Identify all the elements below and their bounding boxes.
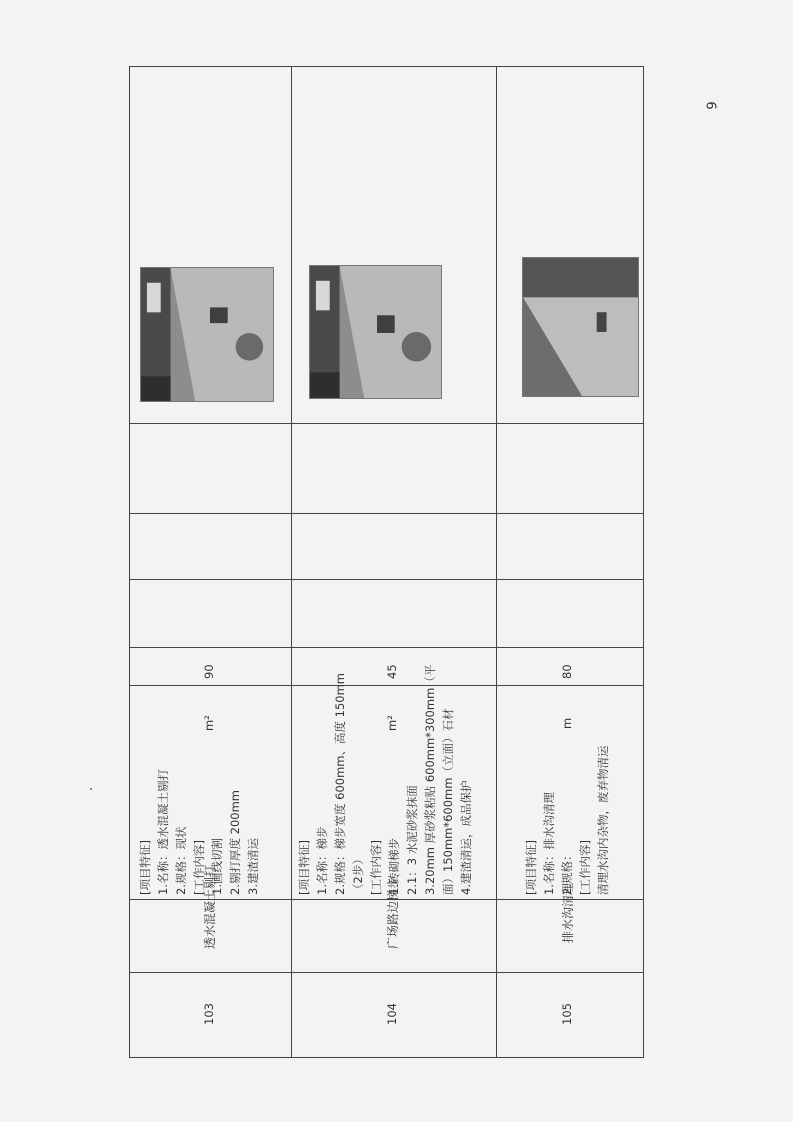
item-name-cell: 广场路边梯步 <box>386 876 400 949</box>
desc-line: 2.规格：梯步宽度 600mm、高度 150mm <box>333 673 347 895</box>
unit-cell: m² <box>202 715 216 731</box>
desc-line: 1.名称：梯步 <box>315 826 329 895</box>
desc-line: 1.画线切割 <box>210 838 224 895</box>
desc-line: 清理水沟内杂物，废弃物清运 <box>596 745 610 895</box>
unit-cell: m <box>560 717 574 729</box>
desc-line: 3.20mm 厚砂浆粘贴 600mm*300mm（平 <box>423 664 437 895</box>
desc-line: [工作内容] <box>192 840 206 895</box>
item-number-cell: 103 <box>202 1003 216 1025</box>
unit-cell: m² <box>385 715 399 731</box>
site-photo <box>309 265 442 399</box>
item-number-cell: 105 <box>560 1003 574 1025</box>
table-row <box>129 66 292 1058</box>
item-number-cell: 104 <box>385 1003 399 1025</box>
desc-line: 4.建渣清运，成品保护 <box>459 780 473 895</box>
table-row <box>496 66 644 1058</box>
desc-line: 面）150mm*600mm（立面）石材 <box>441 708 455 895</box>
quantity-cell: 45 <box>385 664 399 679</box>
desc-line: 2.1：3 水泥砂浆抹面 <box>405 785 419 895</box>
item-name-cell: 排水沟清理 <box>561 882 575 943</box>
item-name-cell: 透水混凝土剔打 <box>203 864 217 949</box>
scan-speck <box>90 788 92 790</box>
desc-line: [项目特征] <box>138 840 152 895</box>
quantity-cell: 80 <box>560 664 574 679</box>
page-number: 6 <box>702 101 718 110</box>
site-photo <box>522 257 639 397</box>
desc-line: [工作内容] <box>578 840 592 895</box>
desc-line: 1.名称：排水沟清理 <box>542 792 556 895</box>
desc-line: （2步） <box>351 853 365 895</box>
desc-line: [项目特征] <box>297 840 311 895</box>
desc-line: [工作内容] <box>369 840 383 895</box>
desc-line: [项目特征] <box>524 840 538 895</box>
desc-line: 2.剔打厚度 200mm <box>228 790 242 895</box>
desc-line: 2.规格： <box>560 849 574 895</box>
quantity-cell: 90 <box>202 664 216 679</box>
desc-line: 1.砖砌梯步 <box>387 838 401 895</box>
desc-line: 1.名称：透水混凝土剔打 <box>156 769 170 895</box>
desc-line: 3.建渣清运 <box>246 838 260 895</box>
site-photo <box>140 267 274 402</box>
desc-line: 2.规格：现状 <box>174 826 188 895</box>
table-row <box>291 66 497 1058</box>
